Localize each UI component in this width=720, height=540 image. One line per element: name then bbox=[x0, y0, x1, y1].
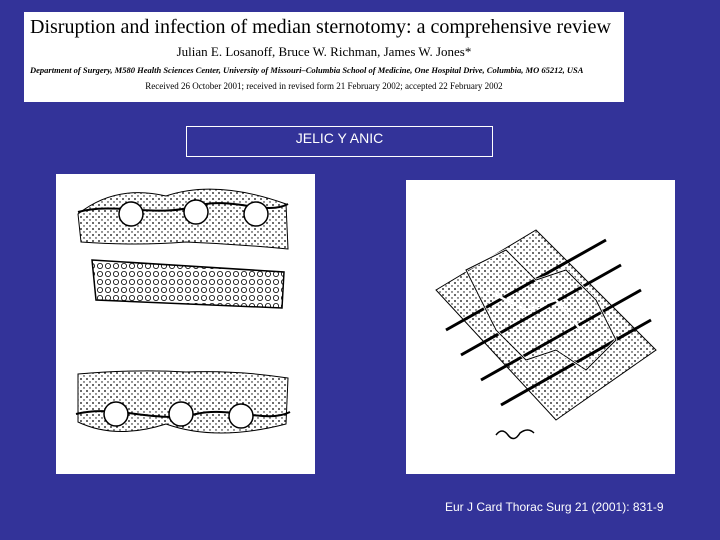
paper-affiliation: Department of Surgery, M580 Health Sciences Center, University of Missouri–Columbia School of Medicine, One Hospital Drive, Columbia, MO 65212, USA bbox=[30, 65, 584, 75]
technique-label: JELIC Y ANIC bbox=[186, 126, 493, 157]
paper-title: Disruption and infection of median sternotomy: a comprehensive review bbox=[30, 16, 611, 38]
paper-header bbox=[24, 12, 624, 102]
sternum-wiring-illustration-right bbox=[406, 180, 675, 474]
sternum-wiring-illustration-left bbox=[56, 174, 315, 474]
left-illustration-drawing bbox=[56, 174, 315, 474]
paper-authors: Julian E. Losanoff, Bruce W. Richman, James W. Jones* bbox=[176, 44, 472, 59]
right-illustration-drawing bbox=[406, 180, 675, 474]
journal-citation: Eur J Card Thorac Surg 21 (2001): 831-9 bbox=[445, 500, 664, 514]
paper-dates: Received 26 October 2001; received in revised form 21 February 2002; accepted 22 February 2002 bbox=[145, 81, 503, 91]
